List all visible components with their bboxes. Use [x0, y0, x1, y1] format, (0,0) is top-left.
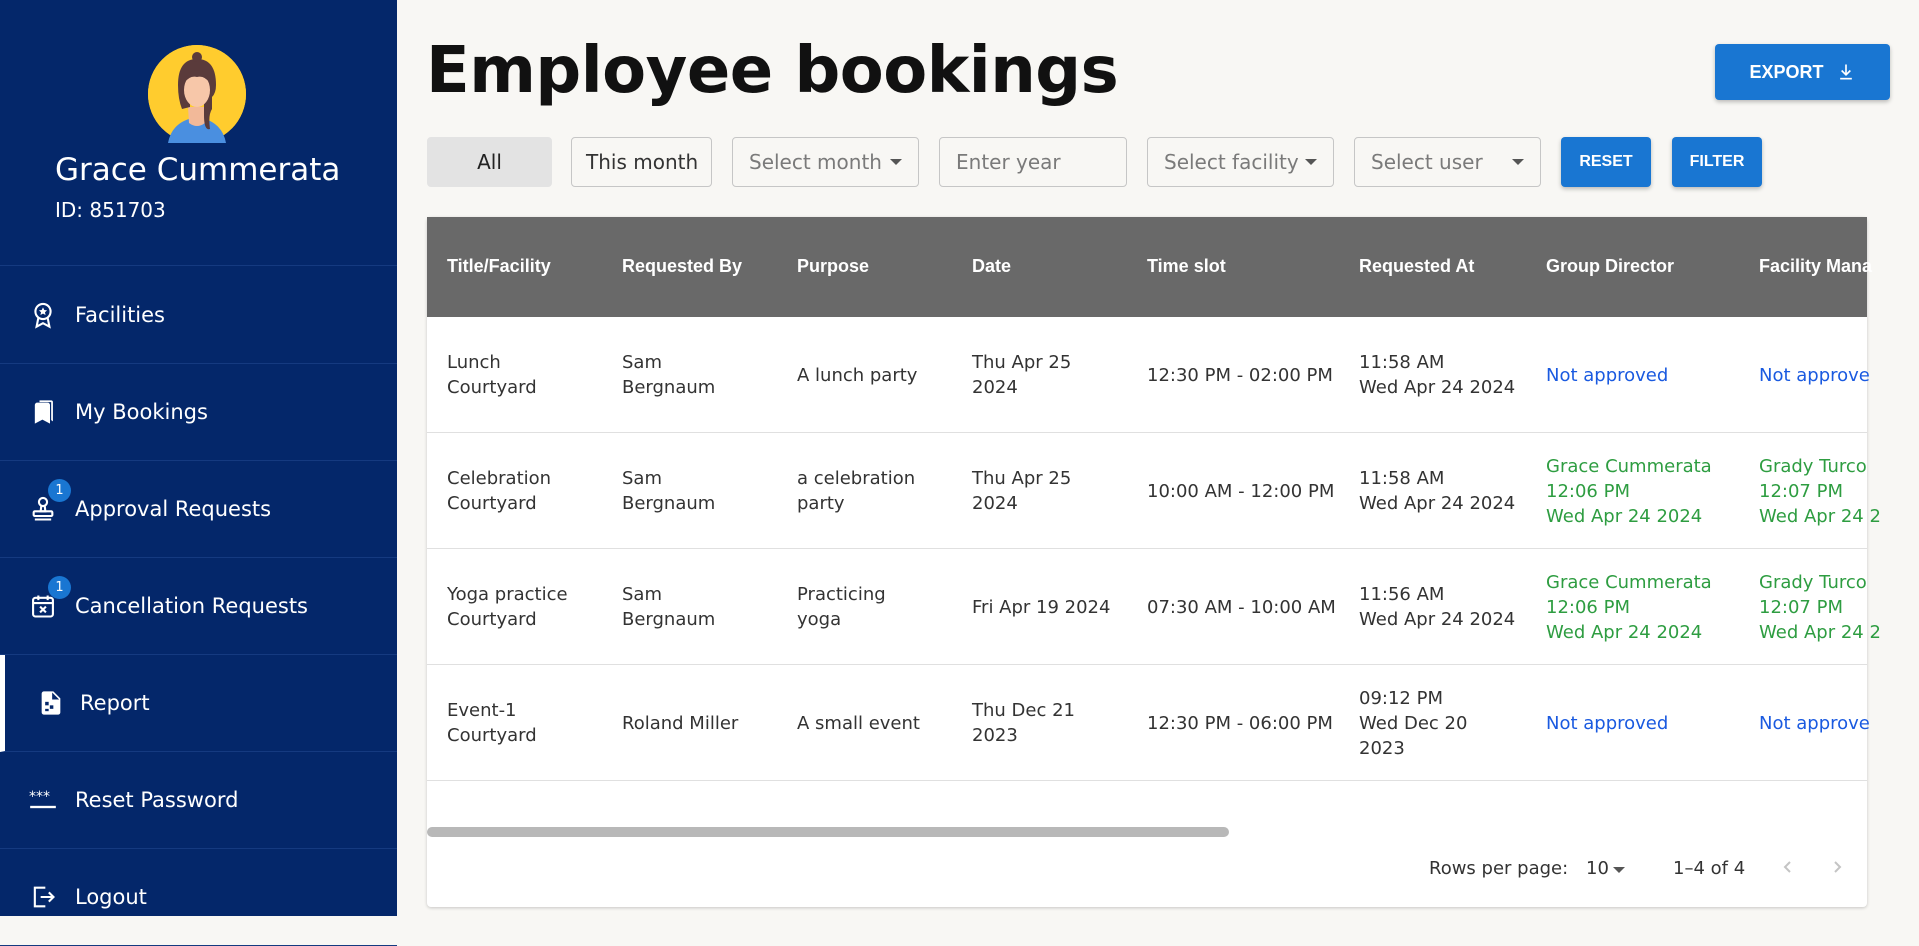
logout-icon: [28, 882, 58, 912]
cell-line: a celebration: [797, 468, 916, 489]
download-icon: [1836, 62, 1856, 82]
cell-line: A lunch party: [797, 364, 918, 386]
cell-line: Not approve: [1759, 364, 1870, 386]
sidebar-item-label: Reset Password: [75, 788, 239, 812]
cell-line: Lunch: [447, 352, 501, 373]
facility-manager-cell: [1759, 711, 1870, 736]
user-select-placeholder: Select user: [1371, 150, 1483, 174]
requested-at-cell: [1359, 350, 1515, 400]
bookmarks-icon: [28, 397, 58, 427]
cell-line: Sam: [622, 584, 662, 605]
sidebar-nav: [0, 267, 397, 946]
cell-line: 11:56 AM: [1359, 584, 1445, 605]
column-header-facility-manager[interactable]: Facility Mana: [1759, 256, 1873, 276]
table-header: [427, 217, 1873, 317]
column-header-requested-by[interactable]: Requested By: [622, 256, 743, 276]
avatar-illustration: [148, 45, 246, 143]
cell-line: 2023: [972, 725, 1018, 746]
sidebar-item-reset-password[interactable]: [0, 752, 397, 849]
cell-line: Thu Dec 21: [972, 700, 1075, 721]
export-label: EXPORT: [1749, 61, 1824, 82]
user-name: Grace Cummerata: [55, 152, 341, 188]
requested-by-cell: [622, 582, 715, 632]
user-profile: [0, 0, 397, 266]
cell-line: Grace Cummerata: [1546, 571, 1712, 593]
cell-line: Grady Turco: [1759, 571, 1867, 593]
cell-line: Event-1: [447, 700, 517, 721]
cell-line: Grace Cummerata: [1546, 455, 1712, 477]
requested-by-cell: [622, 711, 738, 736]
filter-this-month-button[interactable]: This month: [571, 137, 712, 187]
purpose-cell: [797, 363, 917, 388]
cell-line: Courtyard: [447, 609, 537, 630]
sidebar-item-my-bookings[interactable]: [0, 364, 397, 461]
page-title: Employee bookings: [426, 34, 1119, 108]
time-slot-cell: [1147, 595, 1336, 620]
password-icon: [28, 785, 58, 815]
group-director-cell: [1546, 363, 1668, 388]
purpose-cell: [797, 711, 920, 736]
sidebar: [0, 0, 397, 916]
column-header-requested-at[interactable]: Requested At: [1359, 256, 1475, 276]
year-input[interactable]: Enter year: [939, 137, 1127, 187]
rows-per-page-select[interactable]: 10: [1586, 858, 1609, 879]
cell-line: 12:06 PM: [1546, 596, 1630, 618]
requested-at-cell: [1359, 582, 1515, 632]
cell-line: Wed Apr 24 2: [1759, 505, 1881, 527]
cell-line: A small event: [797, 712, 920, 734]
cell-line: Wed Apr 24 2024: [1359, 493, 1516, 514]
cell-line: Courtyard: [447, 377, 537, 398]
next-page-icon[interactable]: [1825, 853, 1849, 881]
cell-line: Not approve: [1759, 712, 1870, 734]
cell-line: Grady Turco: [1759, 455, 1867, 477]
sidebar-item-logout[interactable]: [0, 849, 397, 946]
facility-select-placeholder: Select facility: [1164, 150, 1299, 174]
group-director-cell: [1546, 711, 1668, 736]
cell-line: Not approved: [1546, 364, 1669, 386]
cell-line: 12:07 PM: [1759, 480, 1843, 502]
table-row[interactable]: [427, 433, 1881, 549]
cell-line: Thu Apr 25: [972, 468, 1072, 489]
cell-line: Bergnaum: [622, 609, 716, 630]
facility-manager-cell: [1759, 454, 1881, 529]
cell-line: Wed Apr 24 2: [1759, 621, 1881, 643]
cell-line: Thu Apr 25: [972, 352, 1072, 373]
cell-line: 12:30 PM - 02:00 PM: [1147, 364, 1333, 386]
table-row[interactable]: [427, 549, 1881, 665]
approval-count-badge: 1: [48, 479, 71, 502]
bookings-table: [427, 217, 1881, 907]
column-header-date[interactable]: Date: [972, 256, 1012, 276]
requested-by-cell: [622, 350, 715, 400]
date-cell: [972, 466, 1071, 516]
cell-line: 12:07 PM: [1759, 596, 1843, 618]
column-header-group-director[interactable]: Group Director: [1546, 256, 1675, 276]
chevron-down-icon: [890, 159, 902, 165]
title-cell: [447, 582, 568, 632]
cell-line: 07:30 AM - 10:00 AM: [1147, 596, 1336, 618]
cell-line: 12:06 PM: [1546, 480, 1630, 502]
title-cell: [447, 350, 537, 400]
cell-line: Celebration: [447, 468, 552, 489]
purpose-cell: [797, 466, 915, 516]
group-director-cell: [1546, 570, 1712, 645]
filter-all-button[interactable]: All: [427, 137, 552, 187]
group-director-cell: [1546, 454, 1712, 529]
cell-line: Wed Apr 24 2024: [1546, 505, 1703, 527]
date-cell: [972, 350, 1071, 400]
cell-line: Fri Apr 19 2024: [972, 596, 1111, 618]
cell-line: Wed Apr 24 2024: [1359, 609, 1516, 630]
date-cell: [972, 595, 1110, 620]
svg-text:***: ***: [29, 789, 50, 806]
cell-line: 11:58 AM: [1359, 468, 1445, 489]
reset-button[interactable]: RESET: [1561, 137, 1651, 187]
cell-line: 10:00 AM - 12:00 PM: [1147, 480, 1335, 502]
chevron-down-icon[interactable]: [1613, 867, 1625, 873]
cell-line: Sam: [622, 352, 662, 373]
cell-line: 2024: [972, 493, 1018, 514]
sidebar-item-label: My Bookings: [75, 400, 208, 424]
requested-at-cell: [1359, 466, 1515, 516]
title-cell: [447, 698, 537, 748]
award-icon: [28, 300, 58, 330]
time-slot-cell: [1147, 479, 1334, 504]
sidebar-item-label: Approval Requests: [75, 497, 272, 521]
column-header-time-slot[interactable]: Time slot: [1147, 256, 1226, 276]
cell-line: party: [797, 493, 845, 514]
title-cell: [447, 466, 551, 516]
cancellation-count-badge: 1: [48, 576, 71, 599]
pagination-range: 1–4 of 4: [1673, 858, 1746, 879]
cell-line: Practicing: [797, 584, 886, 605]
sidebar-item-facilities[interactable]: [0, 267, 397, 364]
user-id: ID: 851703: [55, 198, 166, 222]
cell-line: Sam: [622, 468, 662, 489]
sidebar-item-label: Cancellation Requests: [75, 594, 308, 618]
report-icon: [36, 688, 66, 718]
date-cell: [972, 698, 1075, 748]
cell-line: Wed Dec 20: [1359, 712, 1468, 734]
cell-line: Wed Apr 24 2024: [1359, 377, 1516, 398]
cell-line: 11:58 AM: [1359, 352, 1445, 373]
facility-manager-cell: [1759, 570, 1881, 645]
sidebar-item-report[interactable]: [0, 655, 397, 752]
previous-page-icon[interactable]: [1776, 853, 1800, 881]
table-row[interactable]: [427, 665, 1870, 781]
filter-button[interactable]: FILTER: [1672, 137, 1762, 187]
avatar: [148, 45, 246, 143]
cell-line: 09:12 PM: [1359, 687, 1443, 709]
sidebar-item-label: Logout: [75, 885, 147, 909]
horizontal-scrollbar[interactable]: [427, 827, 1229, 837]
cell-line: Not approved: [1546, 712, 1669, 734]
sidebar-item-label: Report: [80, 691, 150, 715]
user-select[interactable]: [1354, 137, 1541, 187]
month-select-placeholder: Select month: [749, 150, 882, 174]
cell-line: 12:30 PM - 06:00 PM: [1147, 712, 1333, 734]
cell-line: 2024: [972, 377, 1018, 398]
sidebar-item-cancellation-requests[interactable]: [0, 558, 397, 655]
chevron-down-icon: [1512, 159, 1524, 165]
cell-line: Bergnaum: [622, 377, 716, 398]
facility-manager-cell: [1759, 363, 1870, 388]
cell-line: Roland Miller: [622, 712, 739, 734]
column-header-title[interactable]: Title/Facility: [447, 256, 551, 276]
cell-line: yoga: [797, 609, 842, 630]
requested-by-cell: [622, 466, 715, 516]
time-slot-cell: [1147, 363, 1333, 388]
time-slot-cell: [1147, 711, 1333, 736]
rows-per-page-label: Rows per page:: [1429, 858, 1569, 879]
requested-at-cell: [1359, 686, 1467, 761]
cell-line: Courtyard: [447, 493, 537, 514]
sidebar-item-approval-requests[interactable]: [0, 461, 397, 558]
table-row[interactable]: [427, 317, 1870, 433]
cell-line: Wed Apr 24 2024: [1546, 621, 1703, 643]
export-button[interactable]: [1715, 44, 1890, 100]
month-select[interactable]: [732, 137, 919, 187]
cell-line: Courtyard: [447, 725, 537, 746]
chevron-down-icon: [1305, 159, 1317, 165]
column-header-purpose[interactable]: Purpose: [797, 256, 870, 276]
cell-line: Bergnaum: [622, 493, 716, 514]
sidebar-item-label: Facilities: [75, 303, 165, 327]
cell-line: 2023: [1359, 737, 1405, 759]
purpose-cell: [797, 582, 886, 632]
facility-select[interactable]: [1147, 137, 1334, 187]
cell-line: Yoga practice: [447, 584, 568, 605]
